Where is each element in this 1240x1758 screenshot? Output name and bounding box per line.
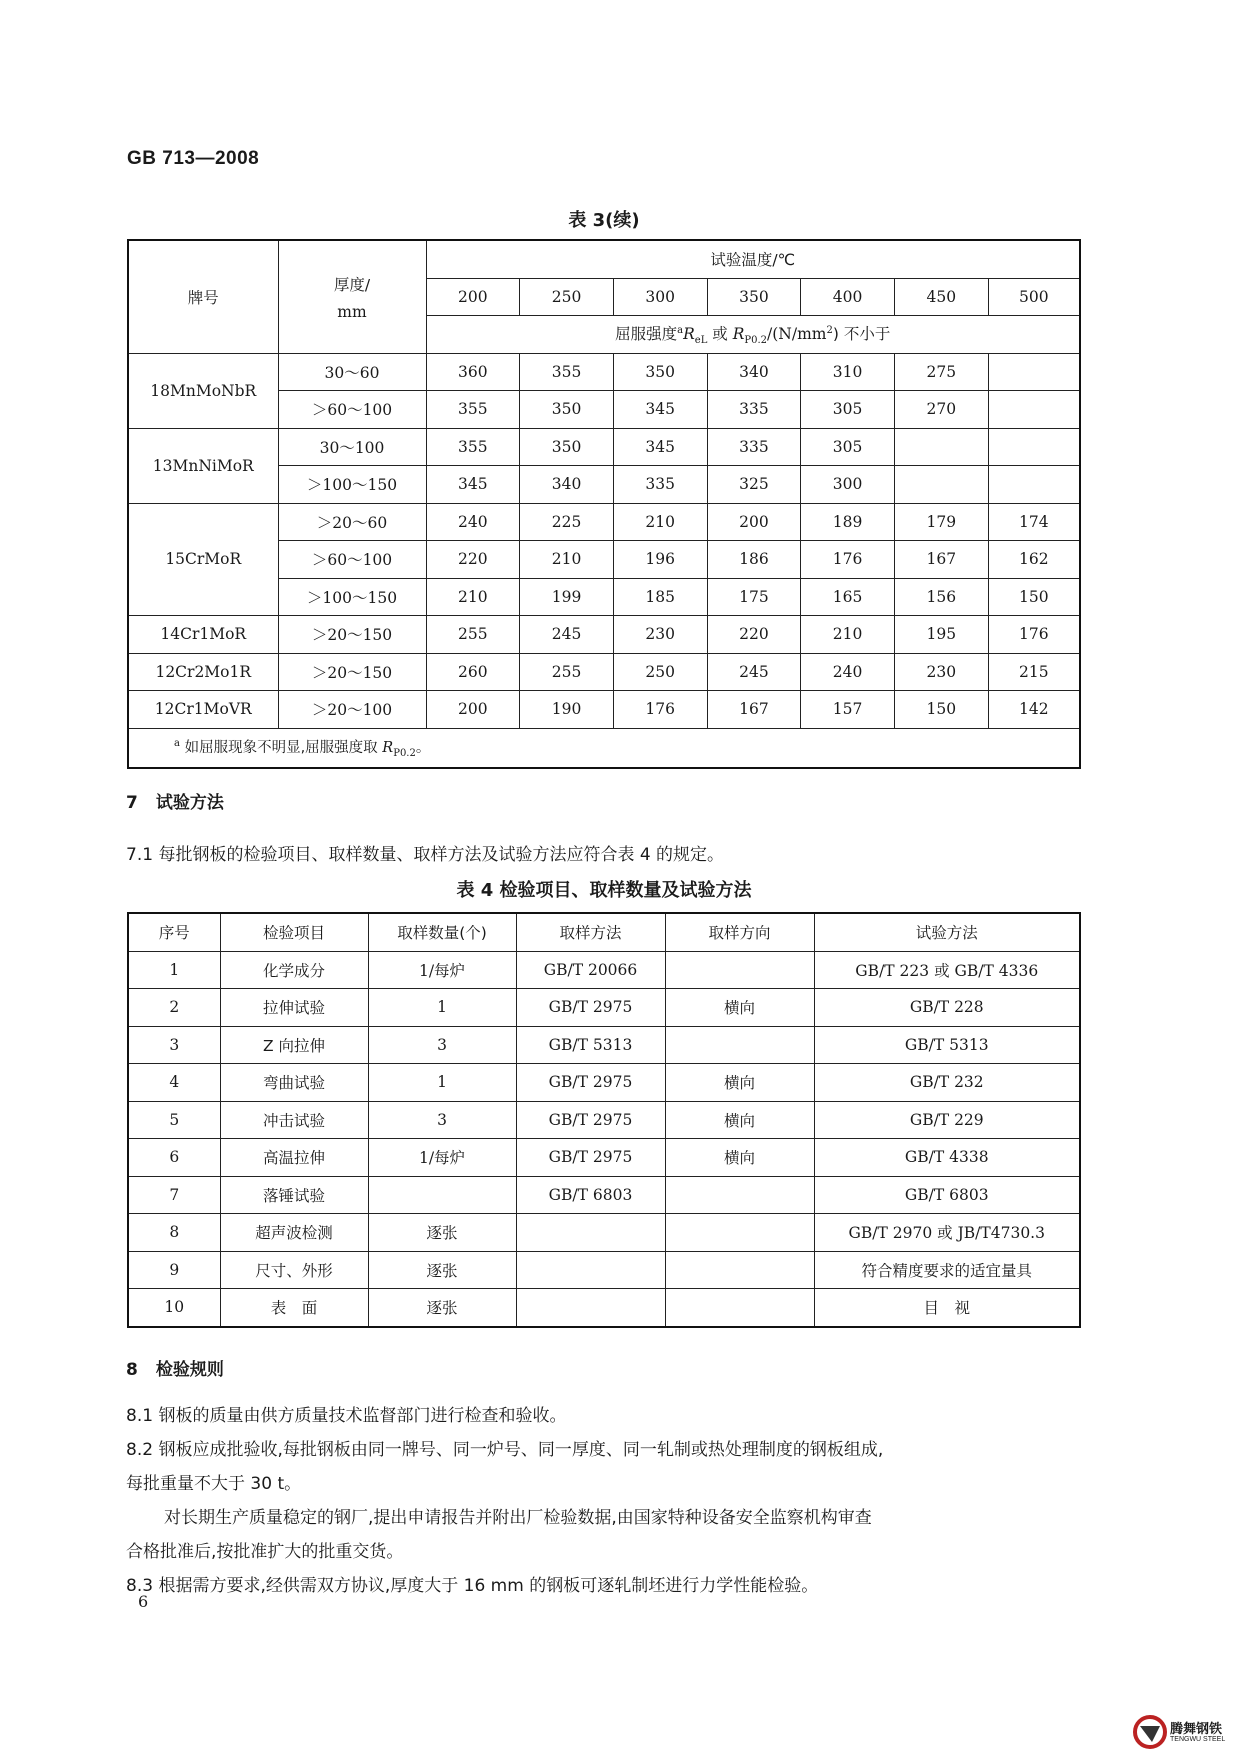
strength-value: [894, 466, 988, 504]
grade-cell: 15CrMoR: [128, 503, 278, 616]
temp-header: 300: [613, 278, 707, 316]
table3-row: [128, 428, 1080, 466]
strength-value: 176: [988, 616, 1080, 654]
standard-code: GB 713—2008: [127, 148, 260, 169]
strength-value: 142: [988, 691, 1080, 729]
strength-value: 260: [426, 653, 520, 691]
table3-row: [128, 353, 1080, 391]
strength-value: 335: [707, 391, 801, 429]
paragraph-8-3: 8.3 根据需方要求,经供需双方协议,厚度大于 16 mm 的钢板可逐轧制坯进行力学性能检验。: [126, 1576, 819, 1596]
table4-cell: 高温拉伸: [220, 1139, 368, 1177]
strength-value: 165: [801, 578, 895, 616]
page-number: 6: [138, 1592, 149, 1611]
symbol-p02: P0.2: [744, 335, 768, 347]
table4-cell: 横向: [665, 989, 814, 1027]
header-yield-strength: [426, 316, 1080, 354]
strength-value: 350: [613, 353, 707, 391]
logo-en: TENGWU STEEL: [1170, 1736, 1226, 1743]
table4-cell: 化学成分: [220, 951, 368, 989]
grade-cell: 18MnMoNbR: [128, 353, 278, 428]
thickness-cell: ＞60～100: [278, 391, 426, 429]
table4-cell: 逐张: [368, 1251, 516, 1289]
strength-value: 250: [613, 653, 707, 691]
strength-value: 220: [426, 541, 520, 579]
table4-cell: 9: [128, 1251, 220, 1289]
strength-value: 167: [894, 541, 988, 579]
grade-cell: 12Cr1MoVR: [128, 691, 278, 729]
table4-cell: GB/T 228: [814, 989, 1080, 1027]
thickness-cell: 30～60: [278, 353, 426, 391]
strength-value: 175: [707, 578, 801, 616]
strength-value: 195: [894, 616, 988, 654]
table4-cell: 表 面: [220, 1289, 368, 1327]
table3-row: [128, 653, 1080, 691]
table4-cell: GB/T 232: [814, 1064, 1080, 1102]
strength-value: 340: [520, 466, 614, 504]
strength-value: 335: [707, 428, 801, 466]
table4-cell: 1/每炉: [368, 1139, 516, 1177]
strength-value: 350: [520, 391, 614, 429]
strength-value: 310: [801, 353, 895, 391]
thickness-cell: ＞20～150: [278, 616, 426, 654]
header-thickness-unit: mm: [337, 302, 367, 321]
strength-value: 230: [894, 653, 988, 691]
strength-value: 220: [707, 616, 801, 654]
table4-cell: 8: [128, 1214, 220, 1252]
table4-cell: GB/T 5313: [814, 1026, 1080, 1064]
table4-cell: [368, 1176, 516, 1214]
table4-cell: 4: [128, 1064, 220, 1102]
grade-cell: 12Cr2Mo1R: [128, 653, 278, 691]
symbol-p02: P0.2: [393, 747, 416, 759]
table4-cell: GB/T 2975: [516, 989, 665, 1027]
table4-header-row: [128, 913, 1080, 951]
strength-value: 355: [426, 428, 520, 466]
table4-header-cell: 试验方法: [814, 913, 1080, 951]
table4-cell: 1: [128, 951, 220, 989]
table4-cell: GB/T 2970 或 JB/T4730.3: [814, 1214, 1080, 1252]
strength-value: 167: [707, 691, 801, 729]
strength-value: [988, 391, 1080, 429]
table3-row: [128, 616, 1080, 654]
table4-cell: GB/T 229: [814, 1101, 1080, 1139]
table4: [127, 912, 1081, 1328]
table4-cell: 拉伸试验: [220, 989, 368, 1027]
grade-cell: 14Cr1MoR: [128, 616, 278, 654]
table4-cell: [665, 1176, 814, 1214]
logo-cn: 腾舞钢铁: [1170, 1722, 1223, 1737]
strength-value: 305: [801, 428, 895, 466]
table4-cell: 3: [128, 1026, 220, 1064]
strength-value: 240: [801, 653, 895, 691]
table4-cell: 5: [128, 1101, 220, 1139]
table4-row: [128, 1064, 1080, 1102]
table4-header-cell: 序号: [128, 913, 220, 951]
section7-heading: [126, 788, 224, 813]
table4-cell: 弯曲试验: [220, 1064, 368, 1102]
strength-value: 215: [988, 653, 1080, 691]
strength-value: 179: [894, 503, 988, 541]
table4-cell: GB/T 6803: [516, 1176, 665, 1214]
strength-value: 300: [801, 466, 895, 504]
table4-cell: [516, 1289, 665, 1327]
strength-value: 325: [707, 466, 801, 504]
temp-header: 450: [894, 278, 988, 316]
thickness-cell: ＞100～150: [278, 466, 426, 504]
section8-title: 检验规则: [155, 1360, 224, 1380]
table4-row: [128, 1176, 1080, 1214]
thickness-cell: ＞20～60: [278, 503, 426, 541]
section7-number: 7: [126, 793, 138, 813]
table4-cell: 符合精度要求的适宜量具: [814, 1251, 1080, 1289]
strength-value: 230: [613, 616, 707, 654]
temp-header: 500: [988, 278, 1080, 316]
table4-cell: [516, 1251, 665, 1289]
table4-cell: [665, 1026, 814, 1064]
table4-row: [128, 1289, 1080, 1327]
strength-value: 270: [894, 391, 988, 429]
section8-number: 8: [126, 1360, 138, 1380]
symbol-R: R: [683, 325, 695, 344]
footnote-mark: a: [677, 325, 684, 337]
table4-header-cell: 取样数量(个): [368, 913, 516, 951]
strength-value: [894, 428, 988, 466]
strength-value: 225: [520, 503, 614, 541]
table4-cell: [665, 1251, 814, 1289]
table4-row: [128, 1101, 1080, 1139]
table4-caption: 表 4 检验项目、取样数量及试验方法: [456, 880, 752, 901]
footnote-mark: a: [174, 738, 180, 750]
table4-row: [128, 989, 1080, 1027]
strength-value: 210: [520, 541, 614, 579]
paragraph-8-2c: 对长期生产质量稳定的钢厂,提出申请报告并附出厂检验数据,由国家特种设备安全监察机构审查: [164, 1508, 872, 1528]
grade-cell: 13MnNiMoR: [128, 428, 278, 503]
table4-row: [128, 1139, 1080, 1177]
table4-row: [128, 1026, 1080, 1064]
strength-value: 255: [426, 616, 520, 654]
table4-cell: 超声波检测: [220, 1214, 368, 1252]
table4-cell: 2: [128, 989, 220, 1027]
table3-caption: 表 3(续): [568, 210, 640, 231]
table4-cell: 目 视: [814, 1289, 1080, 1327]
strength-value: 275: [894, 353, 988, 391]
table4-cell: GB/T 2975: [516, 1101, 665, 1139]
strength-value: 345: [426, 466, 520, 504]
table3-row: [128, 691, 1080, 729]
unit-square: 2: [826, 325, 833, 337]
strength-value: 255: [520, 653, 614, 691]
temp-header: 350: [707, 278, 801, 316]
strength-value: 210: [801, 616, 895, 654]
header-test-temp: 试验温度/℃: [426, 240, 1080, 278]
table4-cell: 3: [368, 1026, 516, 1064]
table4-cell: GB/T 4338: [814, 1139, 1080, 1177]
table4-cell: 7: [128, 1176, 220, 1214]
table4-cell: [516, 1214, 665, 1252]
strength-value: 162: [988, 541, 1080, 579]
strength-value: 245: [520, 616, 614, 654]
table4-cell: 横向: [665, 1139, 814, 1177]
table4-row: [128, 1214, 1080, 1252]
table4-cell: 6: [128, 1139, 220, 1177]
strength-value: [988, 428, 1080, 466]
strength-value: 210: [613, 503, 707, 541]
thickness-cell: 30～100: [278, 428, 426, 466]
temp-header: 200: [426, 278, 520, 316]
table4-cell: GB/T 6803: [814, 1176, 1080, 1214]
strength-value: 156: [894, 578, 988, 616]
strength-value: 245: [707, 653, 801, 691]
section7-title: 试验方法: [155, 793, 224, 813]
symbol-R-p: R: [732, 325, 745, 344]
table4-cell: GB/T 2975: [516, 1064, 665, 1102]
table4-header-cell: 取样方法: [516, 913, 665, 951]
strength-value: 350: [520, 428, 614, 466]
section8-heading: [126, 1355, 224, 1380]
table4-cell: 1/每炉: [368, 951, 516, 989]
strength-value: 199: [520, 578, 614, 616]
paragraph-7-1: 7.1 每批钢板的检验项目、取样数量、取样方法及试验方法应符合表 4 的规定。: [126, 845, 725, 865]
table3-row: [128, 503, 1080, 541]
table4-cell: 横向: [665, 1064, 814, 1102]
strength-value: 150: [988, 578, 1080, 616]
table4-header-cell: 检验项目: [220, 913, 368, 951]
strength-value: 240: [426, 503, 520, 541]
paragraph-8-2b: 每批重量不大于 30 t。: [126, 1474, 302, 1494]
footnote-text: 如屈服现象不明显,屈服强度取: [179, 740, 383, 757]
table4-row: [128, 951, 1080, 989]
header-grade: 牌号: [128, 240, 278, 353]
temp-header: 250: [520, 278, 614, 316]
table4-row: [128, 1251, 1080, 1289]
yield-label: 屈服强度: [615, 325, 678, 344]
table4-cell: 落锤试验: [220, 1176, 368, 1214]
table4-cell: [665, 951, 814, 989]
table4-cell: [665, 1214, 814, 1252]
table4-cell: [665, 1289, 814, 1327]
table4-cell: 尺寸、外形: [220, 1251, 368, 1289]
strength-value: 186: [707, 541, 801, 579]
strength-value: [988, 466, 1080, 504]
table4-cell: 1: [368, 989, 516, 1027]
strength-value: 190: [520, 691, 614, 729]
table4-cell: 横向: [665, 1101, 814, 1139]
table3-footnote: [128, 728, 1080, 768]
table4-cell: 逐张: [368, 1289, 516, 1327]
thickness-cell: ＞60～100: [278, 541, 426, 579]
table4-header-cell: 取样方向: [665, 913, 814, 951]
not-less-than: ) 不小于: [832, 325, 891, 344]
strength-value: 200: [707, 503, 801, 541]
tengwu-logo: [1130, 1696, 1240, 1754]
table4-cell: GB/T 223 或 GB/T 4336: [814, 951, 1080, 989]
strength-value: 345: [613, 428, 707, 466]
strength-value: 185: [613, 578, 707, 616]
strength-value: 196: [613, 541, 707, 579]
table4-cell: 10: [128, 1289, 220, 1327]
strength-value: 340: [707, 353, 801, 391]
temp-header: 400: [801, 278, 895, 316]
strength-value: 355: [520, 353, 614, 391]
strength-value: 200: [426, 691, 520, 729]
header-thickness: [278, 240, 426, 353]
thickness-cell: ＞20～150: [278, 653, 426, 691]
symbol-R: R: [382, 740, 394, 757]
strength-value: 345: [613, 391, 707, 429]
strength-value: 157: [801, 691, 895, 729]
thickness-cell: ＞20～100: [278, 691, 426, 729]
strength-value: 176: [613, 691, 707, 729]
strength-value: 305: [801, 391, 895, 429]
table4-cell: Z 向拉伸: [220, 1026, 368, 1064]
strength-value: 210: [426, 578, 520, 616]
table4-cell: GB/T 20066: [516, 951, 665, 989]
strength-value: 189: [801, 503, 895, 541]
paragraph-8-1: 8.1 钢板的质量由供方质量技术监督部门进行检查和验收。: [126, 1406, 567, 1426]
strength-value: 335: [613, 466, 707, 504]
table4-cell: 逐张: [368, 1214, 516, 1252]
paragraph-8-2a: 8.2 钢板应成批验收,每批钢板由同一牌号、同一炉号、同一厚度、同一轧制或热处理制度的钢板组成,: [126, 1440, 884, 1460]
strength-value: [988, 353, 1080, 391]
table4-cell: 1: [368, 1064, 516, 1102]
paragraph-8-2d: 合格批准后,按批准扩大的批重交货。: [126, 1542, 404, 1562]
header-thickness-label: 厚度/: [333, 275, 371, 294]
strength-value: 360: [426, 353, 520, 391]
thickness-cell: ＞100～150: [278, 578, 426, 616]
or-text: 或: [707, 325, 733, 344]
symbol-eL: eL: [694, 335, 708, 347]
strength-value: 355: [426, 391, 520, 429]
strength-value: 150: [894, 691, 988, 729]
table3: [127, 239, 1081, 769]
footnote-end: 。: [415, 740, 431, 757]
unit-text: /(N/mm: [767, 325, 827, 344]
table4-cell: 冲击试验: [220, 1101, 368, 1139]
table4-cell: GB/T 2975: [516, 1139, 665, 1177]
strength-value: 174: [988, 503, 1080, 541]
table4-cell: GB/T 5313: [516, 1026, 665, 1064]
table4-cell: 3: [368, 1101, 516, 1139]
strength-value: 176: [801, 541, 895, 579]
